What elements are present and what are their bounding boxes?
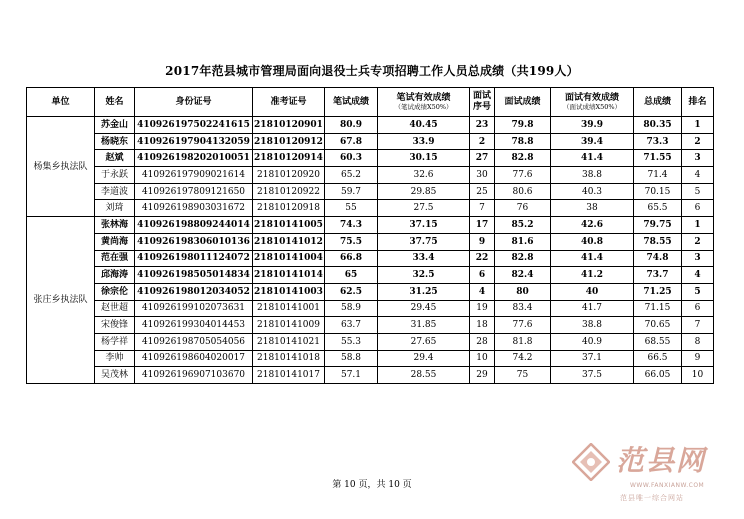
cell-interview-eff: 40: [551, 283, 634, 300]
cell-interview-eff: 39.4: [551, 133, 634, 150]
cell-written: 75.5: [325, 233, 378, 250]
cell-order: 22: [470, 250, 495, 267]
cell-total: 73.3: [634, 133, 682, 150]
cell-name: 刘琦: [95, 200, 135, 217]
table-row: [27, 117, 714, 134]
cell-name: 范在强: [95, 250, 135, 267]
cell-written: 59.7: [325, 183, 378, 200]
cell-written-eff: 30.15: [378, 150, 470, 167]
cell-total: 78.55: [634, 233, 682, 250]
cell-interview-eff: 40.3: [551, 183, 634, 200]
header-ticket: 准考证号: [253, 88, 325, 117]
cell-written: 74.3: [325, 217, 378, 234]
cell-id: 410926198705054056: [135, 333, 253, 350]
cell-rank: 4: [682, 167, 714, 184]
cell-total: 68.55: [634, 333, 682, 350]
cell-id: 410926198903031672: [135, 200, 253, 217]
table-row: [27, 217, 714, 234]
header-written: 笔试成绩: [325, 88, 378, 117]
cell-written-eff: 37.15: [378, 217, 470, 234]
cell-written-eff: 40.45: [378, 117, 470, 134]
table-row: [27, 367, 714, 384]
cell-interview: 82.8: [495, 150, 551, 167]
cell-written-eff: 31.85: [378, 317, 470, 334]
cell-ticket: 21810120914: [253, 150, 325, 167]
cell-name: 张林海: [95, 217, 135, 234]
table-row: [27, 183, 714, 200]
cell-written: 67.8: [325, 133, 378, 150]
cell-id: 410926197809121650: [135, 183, 253, 200]
cell-rank: 6: [682, 200, 714, 217]
watermark-tagline: 范县唯一综合网站: [620, 494, 684, 502]
table-header-row: [27, 88, 714, 117]
table-row: [27, 167, 714, 184]
cell-id: 410926198604020017: [135, 350, 253, 367]
cell-name: 赵世超: [95, 300, 135, 317]
cell-total: 70.65: [634, 317, 682, 334]
cell-id: 410926197502241615: [135, 117, 253, 134]
table-row: [27, 133, 714, 150]
header-rank: 排名: [682, 88, 714, 117]
cell-total: 66.05: [634, 367, 682, 384]
cell-written-eff: 32.6: [378, 167, 470, 184]
cell-rank: 3: [682, 150, 714, 167]
cell-id: 410926198306010136: [135, 233, 253, 250]
cell-interview: 77.6: [495, 317, 551, 334]
cell-interview: 74.2: [495, 350, 551, 367]
table-row: [27, 267, 714, 284]
cell-name: 吴茂林: [95, 367, 135, 384]
cell-ticket: 21810120922: [253, 183, 325, 200]
cell-name: 宋俊锋: [95, 317, 135, 334]
cell-ticket: 21810141021: [253, 333, 325, 350]
cell-interview: 85.2: [495, 217, 551, 234]
cell-ticket: 21810141009: [253, 317, 325, 334]
cell-order: 7: [470, 200, 495, 217]
cell-name: 苏金山: [95, 117, 135, 134]
cell-interview-eff: 41.4: [551, 250, 634, 267]
cell-rank: 2: [682, 233, 714, 250]
cell-interview-eff: 41.7: [551, 300, 634, 317]
cell-written-eff: 33.4: [378, 250, 470, 267]
cell-order: 23: [470, 117, 495, 134]
header-interview-eff-note: （面试成绩X50%）: [562, 103, 622, 111]
cell-interview-eff: 40.9: [551, 333, 634, 350]
cell-id: 410926198505014834: [135, 267, 253, 284]
cell-total: 65.5: [634, 200, 682, 217]
cell-rank: 1: [682, 117, 714, 134]
cell-written: 65.2: [325, 167, 378, 184]
cell-order: 30: [470, 167, 495, 184]
header-unit: 单位: [27, 88, 95, 117]
cell-interview-eff: 38.8: [551, 167, 634, 184]
header-written-eff-label: 笔试有效成绩: [396, 93, 451, 103]
cell-id: 410926197909021614: [135, 167, 253, 184]
cell-order: 6: [470, 267, 495, 284]
cell-interview: 81.6: [495, 233, 551, 250]
cell-written: 63.7: [325, 317, 378, 334]
cell-interview: 81.8: [495, 333, 551, 350]
cell-total: 80.35: [634, 117, 682, 134]
cell-order: 28: [470, 333, 495, 350]
cell-written-eff: 33.9: [378, 133, 470, 150]
cell-rank: 4: [682, 267, 714, 284]
cell-order: 29: [470, 367, 495, 384]
cell-written-eff: 37.75: [378, 233, 470, 250]
cell-name: 杨学祥: [95, 333, 135, 350]
cell-id: 410926198202010051: [135, 150, 253, 167]
cell-written: 57.1: [325, 367, 378, 384]
cell-interview: 75: [495, 367, 551, 384]
table-row: [27, 350, 714, 367]
header-written-eff: [378, 88, 470, 117]
cell-interview-eff: 39.9: [551, 117, 634, 134]
cell-name: 徐宗伦: [95, 283, 135, 300]
cell-ticket: 21810120912: [253, 133, 325, 150]
cell-total: 73.7: [634, 267, 682, 284]
cell-rank: 6: [682, 300, 714, 317]
cell-id: 410926199304014453: [135, 317, 253, 334]
cell-order: 18: [470, 317, 495, 334]
cell-rank: 5: [682, 283, 714, 300]
cell-name: 赵斌: [95, 150, 135, 167]
cell-total: 66.5: [634, 350, 682, 367]
cell-ticket: 21810141014: [253, 267, 325, 284]
cell-interview: 82.4: [495, 267, 551, 284]
header-total: 总成绩: [634, 88, 682, 117]
cell-written: 55: [325, 200, 378, 217]
cell-interview-eff: 37.1: [551, 350, 634, 367]
cell-interview-eff: 41.2: [551, 267, 634, 284]
cell-order: 2: [470, 133, 495, 150]
cell-rank: 3: [682, 250, 714, 267]
cell-total: 70.15: [634, 183, 682, 200]
table-row: [27, 150, 714, 167]
header-interview-eff: [551, 88, 634, 117]
cell-ticket: 21810120918: [253, 200, 325, 217]
results-table: [26, 87, 714, 384]
cell-name: 黄尚海: [95, 233, 135, 250]
cell-total: 71.4: [634, 167, 682, 184]
table-row: [27, 250, 714, 267]
cell-rank: 1: [682, 217, 714, 234]
header-interview: 面试成绩: [495, 88, 551, 117]
cell-written: 58.8: [325, 350, 378, 367]
header-interview-eff-label: 面试有效成绩: [564, 93, 619, 103]
cell-total: 74.8: [634, 250, 682, 267]
cell-rank: 5: [682, 183, 714, 200]
cell-written: 66.8: [325, 250, 378, 267]
cell-order: 10: [470, 350, 495, 367]
cell-order: 17: [470, 217, 495, 234]
cell-written-eff: 28.55: [378, 367, 470, 384]
cell-written-eff: 27.5: [378, 200, 470, 217]
cell-order: 4: [470, 283, 495, 300]
cell-name: 李道波: [95, 183, 135, 200]
cell-rank: 2: [682, 133, 714, 150]
cell-interview-eff: 40.8: [551, 233, 634, 250]
cell-total: 71.55: [634, 150, 682, 167]
cell-written-eff: 29.45: [378, 300, 470, 317]
cell-ticket: 21810141004: [253, 250, 325, 267]
header-order-line2: 序号: [472, 102, 491, 112]
header-name: 姓名: [95, 88, 135, 117]
cell-interview: 80: [495, 283, 551, 300]
cell-written: 58.9: [325, 300, 378, 317]
cell-ticket: 21810141003: [253, 283, 325, 300]
cell-order: 25: [470, 183, 495, 200]
cell-interview-eff: 38.8: [551, 317, 634, 334]
cell-written-eff: 29.85: [378, 183, 470, 200]
cell-order: 27: [470, 150, 495, 167]
cell-ticket: 21810120920: [253, 167, 325, 184]
table-row: [27, 300, 714, 317]
cell-unit: 杨集乡执法队: [27, 117, 95, 217]
page-footer: 第 10 页，共 10 页: [332, 480, 412, 490]
cell-id: 410926198011124072: [135, 250, 253, 267]
watermark-url: WWW.FANXIANW.COM: [630, 482, 705, 489]
cell-id: 410926198012034052: [135, 283, 253, 300]
cell-interview-eff: 37.5: [551, 367, 634, 384]
cell-rank: 8: [682, 333, 714, 350]
cell-total: 71.15: [634, 300, 682, 317]
cell-rank: 9: [682, 350, 714, 367]
cell-id: 410926196907103670: [135, 367, 253, 384]
cell-unit: 张庄乡执法队: [27, 217, 95, 384]
cell-total: 79.75: [634, 217, 682, 234]
cell-written: 62.5: [325, 283, 378, 300]
cell-order: 19: [470, 300, 495, 317]
cell-name: 邱海涛: [95, 267, 135, 284]
cell-written: 65: [325, 267, 378, 284]
cell-ticket: 21810141018: [253, 350, 325, 367]
cell-ticket: 21810120901: [253, 117, 325, 134]
cell-ticket: 21810141001: [253, 300, 325, 317]
cell-written-eff: 27.65: [378, 333, 470, 350]
cell-interview-eff: 38: [551, 200, 634, 217]
cell-written-eff: 32.5: [378, 267, 470, 284]
cell-interview: 83.4: [495, 300, 551, 317]
table-row: [27, 200, 714, 217]
cell-total: 71.25: [634, 283, 682, 300]
cell-written-eff: 31.25: [378, 283, 470, 300]
table-row: [27, 233, 714, 250]
cell-ticket: 21810141017: [253, 367, 325, 384]
cell-id: 410926198809244014: [135, 217, 253, 234]
cell-interview: 79.8: [495, 117, 551, 134]
cell-order: 9: [470, 233, 495, 250]
table-body: [27, 117, 714, 384]
table-row: [27, 333, 714, 350]
watermark-title: 范县网: [616, 444, 707, 477]
header-id: 身份证号: [135, 88, 253, 117]
cell-written: 80.9: [325, 117, 378, 134]
header-order: [470, 88, 495, 117]
cell-interview: 78.8: [495, 133, 551, 150]
cell-interview-eff: 42.6: [551, 217, 634, 234]
cell-ticket: 21810141012: [253, 233, 325, 250]
cell-name: 于永跃: [95, 167, 135, 184]
site-watermark: [560, 425, 740, 515]
cell-rank: 7: [682, 317, 714, 334]
page-title: 2017年范县城市管理局面向退役士兵专项招聘工作人员总成绩（共199人）: [165, 64, 579, 78]
cell-interview: 77.6: [495, 167, 551, 184]
cell-name: 李帅: [95, 350, 135, 367]
cell-rank: 10: [682, 367, 714, 384]
cell-name: 杨晓东: [95, 133, 135, 150]
cell-written: 55.3: [325, 333, 378, 350]
cell-written-eff: 29.4: [378, 350, 470, 367]
header-order-line1: 面试: [472, 91, 491, 101]
cell-ticket: 21810141005: [253, 217, 325, 234]
cell-id: 410926197904132059: [135, 133, 253, 150]
cell-interview: 80.6: [495, 183, 551, 200]
cell-interview: 82.8: [495, 250, 551, 267]
table-row: [27, 283, 714, 300]
cell-id: 410926199102073631: [135, 300, 253, 317]
header-written-eff-note: （笔试成绩X50%）: [394, 103, 453, 111]
table-row: [27, 317, 714, 334]
cell-interview: 76: [495, 200, 551, 217]
cell-interview-eff: 41.4: [551, 150, 634, 167]
cell-written: 60.3: [325, 150, 378, 167]
watermark-seal-icon: [572, 443, 610, 481]
